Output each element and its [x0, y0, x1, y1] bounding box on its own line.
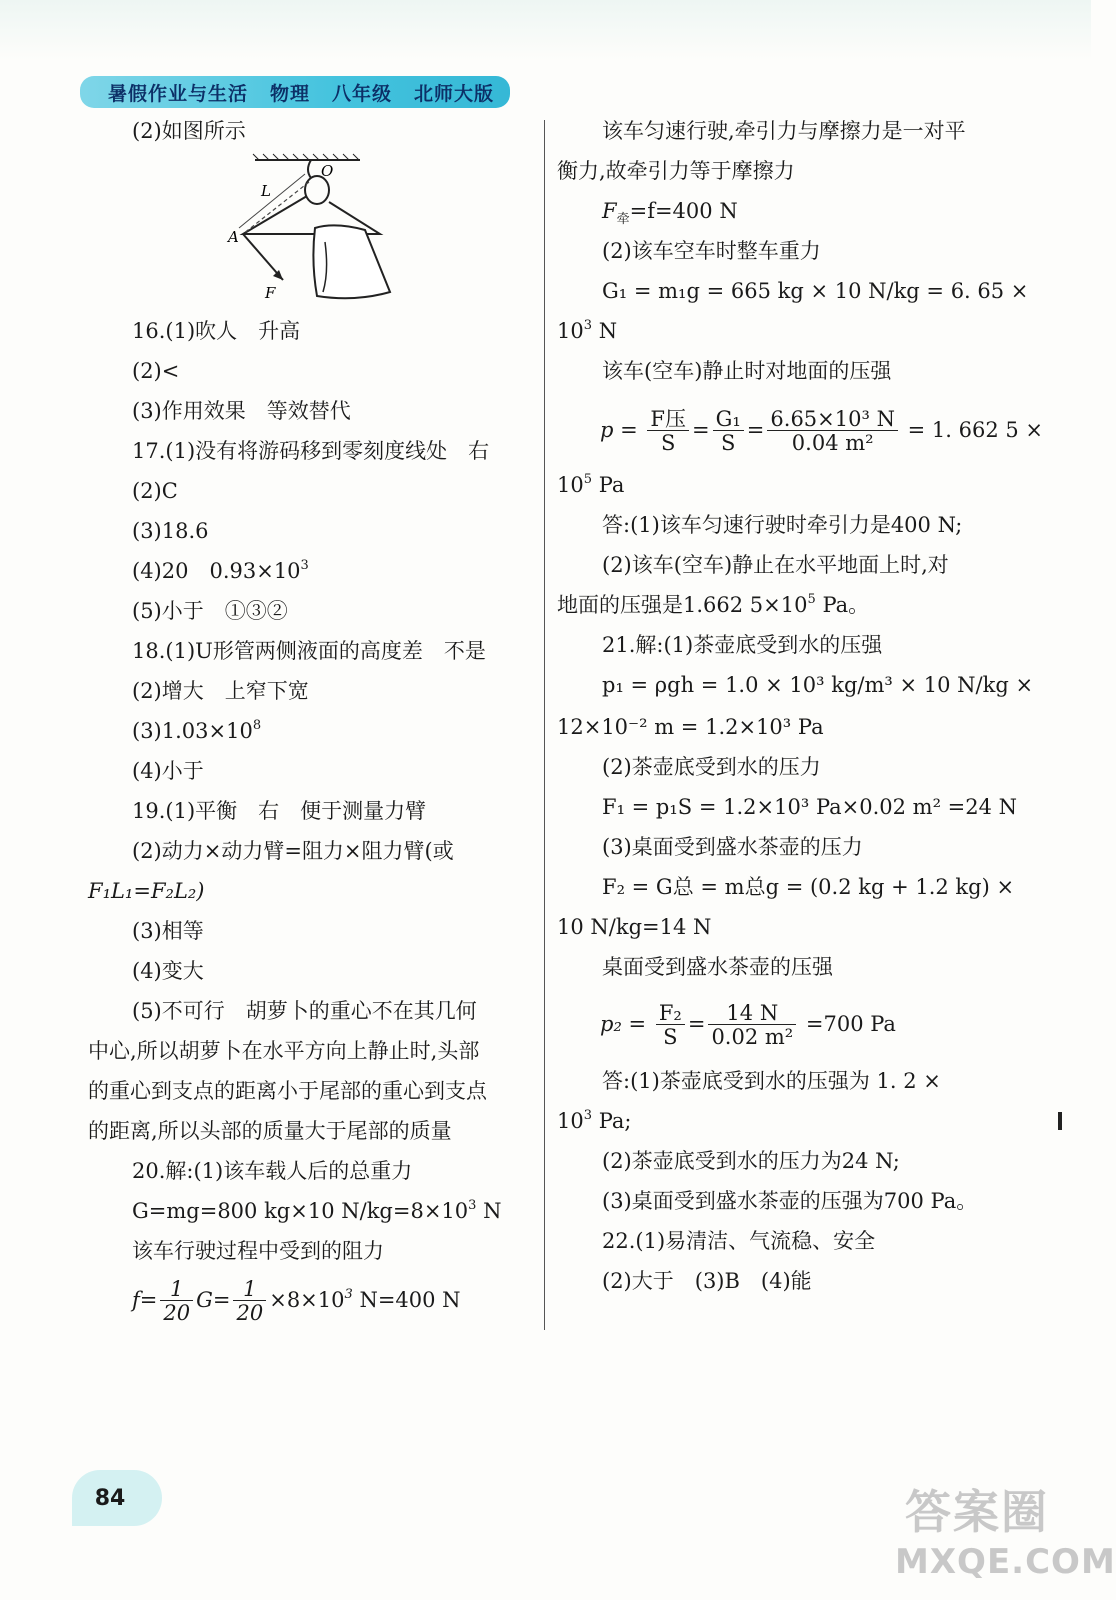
- fraction-denominator: S: [661, 431, 676, 455]
- fraction-numerator: G₁: [713, 408, 744, 431]
- q20-gravity-text: G=mg=800 kg×10 N/kg=8×10: [132, 1199, 469, 1223]
- fraction-numerator: F₂: [656, 1002, 685, 1025]
- q21-table-pressure-text: 桌面受到盛水茶壶的压强: [602, 955, 833, 979]
- watermark-logo: [895, 1470, 1116, 1590]
- header-grade: 八年级: [332, 82, 393, 105]
- r-traction-formula: [602, 198, 738, 227]
- q21-answer-1-cont: [557, 1108, 631, 1134]
- r24-exponent: 3: [583, 1108, 593, 1123]
- q21-answer-1: 答:(1)茶壶底受到水的压强为 1. 2 ×: [602, 1069, 941, 1093]
- r-line-1: 该车匀速行驶,牵引力与摩擦力是一对平: [602, 119, 966, 143]
- q21-2-text: (2)茶壶底受到水的压力: [602, 755, 821, 779]
- label-O: O: [321, 162, 334, 180]
- q17-4-answer: [132, 558, 309, 584]
- q17-1-answer: 17.(1)没有将游码移到零刻度线处 右: [132, 439, 490, 463]
- q18-3-text: (3)1.03×10: [132, 719, 253, 743]
- q21-answer-3: (3)桌面受到盛水茶壶的压强为700 Pa。: [602, 1189, 978, 1213]
- r-traction-symbol: F: [602, 199, 617, 223]
- fraction-denominator: S: [721, 431, 736, 455]
- r9-base: 10: [557, 473, 584, 497]
- q18-3-answer: [132, 718, 261, 744]
- q20-f-rhs: ×8×10: [269, 1288, 345, 1312]
- q17-4-text: (4)20 0.93×10: [132, 559, 301, 583]
- r-answer-2-cont: [557, 592, 869, 618]
- r-line-2: 衡力,故牵引力等于摩擦力: [557, 159, 795, 183]
- q18-4-answer: (4)小于: [132, 759, 204, 783]
- q20-f-mid: G=: [196, 1288, 231, 1312]
- q19-5-line1: (5)不可行 胡萝卜的重心不在其几何: [132, 999, 477, 1023]
- r6-exponent: 3: [583, 318, 593, 333]
- r8-result: = 1. 662 5 ×: [907, 418, 1044, 442]
- q18-3-exponent: 8: [252, 718, 262, 733]
- r12-exponent: 5: [807, 592, 816, 607]
- fraction-one-twentieth: [160, 1278, 193, 1325]
- fraction-value: [708, 1002, 796, 1049]
- fraction-numerator: 14 N: [708, 1002, 796, 1025]
- label-L: L: [261, 182, 271, 200]
- label-F: F: [265, 284, 276, 302]
- q19-5-line2: 中心,所以胡萝卜在水平方向上静止时,头部: [88, 1039, 480, 1063]
- q17-4-exponent: 3: [300, 558, 309, 573]
- q17-5-answer: (5)小于 ①③②: [132, 599, 288, 623]
- header-edition: 北师大版: [414, 82, 495, 105]
- fraction-denominator: 0.04 m²: [791, 431, 874, 455]
- label-A: A: [228, 228, 239, 246]
- r-traction-subscript: 牵: [616, 212, 630, 227]
- header-subject: 物理: [270, 82, 311, 105]
- column-divider: [544, 120, 545, 1330]
- r12-text: 地面的压强是1.662 5×10: [557, 593, 808, 617]
- r-pressure-formula: p = $\frac{\text{F压}}{S}$ = $\frac{\text{G₁}}{S}$ = $\frac{\text{6.65×10³ N}}{\text{0.04 m²}}$ = 1. 662 5 ×: [600, 407, 1044, 455]
- r-answer-1: 答:(1)该车匀速行驶时牵引力是400 N;: [602, 513, 963, 537]
- q19-5-line4: 的距离,所以头部的质量大于尾部的质量: [88, 1119, 452, 1143]
- q21-3-text: (3)桌面受到盛水茶壶的压力: [602, 835, 863, 859]
- r8-p: p =: [600, 418, 638, 442]
- q20-gravity-formula: [132, 1198, 501, 1224]
- fraction-G-over-S: [713, 408, 744, 455]
- fraction-value: [767, 408, 898, 455]
- r22-result: =700 Pa: [805, 1012, 896, 1036]
- q19-1-answer: 19.(1)平衡 右 便于测量力臂: [132, 799, 427, 823]
- q20-gravity-unit: N: [476, 1199, 502, 1223]
- fraction-F-over-S: [647, 408, 689, 455]
- r-line-7: 该车(空车)静止时对地面的压强: [602, 359, 892, 383]
- page-top-tint: [0, 0, 1091, 60]
- q21-pressure-formula: p₁ = ρgh = 1.0 × 10³ kg/m³ × 10 N/kg ×: [602, 673, 1034, 697]
- q19-5-line3: 的重心到支点的距离小于尾部的重心到支点: [88, 1079, 487, 1103]
- fraction-numerator: 1: [160, 1278, 193, 1301]
- q21-force-formula: F₁ = p₁S = 1.2×10³ Pa×0.02 m² =24 N: [602, 795, 1018, 819]
- r6-base: 10: [557, 319, 584, 343]
- fraction-numerator: 1: [233, 1278, 266, 1301]
- r-traction-rest: =f=400 N: [629, 199, 738, 223]
- fraction-denominator: 20: [236, 1301, 264, 1325]
- margin-mark: [1058, 1112, 1062, 1130]
- q20-f-exponent: 3: [344, 1287, 353, 1302]
- q21-answer-2: (2)茶壶底受到水的压力为24 N;: [602, 1149, 900, 1173]
- q20-resistance-text: 该车行驶过程中受到的阻力: [132, 1239, 384, 1263]
- q21-table-force-cont: 10 N/kg=14 N: [557, 915, 712, 939]
- q16-3-answer: (3)作用效果 等效替代: [132, 399, 351, 423]
- fraction-denominator: 20: [163, 1301, 191, 1325]
- page-number: 84: [94, 1485, 126, 1511]
- q16-2-answer: (2)<: [132, 359, 180, 383]
- fraction-numerator: 6.65×10³ N: [767, 408, 898, 431]
- fraction-one-twentieth-2: [233, 1278, 266, 1325]
- q17-3-answer: (3)18.6: [132, 519, 209, 543]
- r-answer-2: (2)该车(空车)静止在水平地面上时,对: [602, 553, 949, 577]
- q21-table-pressure-formula: p₂ = $\frac{\text{F₂}}{S}$ = $\frac{14 N}{\text{0.02 m²}}$ =700 Pa: [600, 1001, 896, 1049]
- q21-heading: 21.解:(1)茶壶底受到水的压强: [602, 633, 883, 657]
- r24-unit: Pa;: [592, 1109, 632, 1133]
- r22-p: p₂ =: [600, 1012, 647, 1036]
- r-empty-car-gravity: G₁ = m₁g = 665 kg × 10 N/kg = 6. 65 ×: [602, 279, 1029, 303]
- q22-1-answer: 22.(1)易清洁、气流稳、安全: [602, 1229, 876, 1253]
- q16-1-answer: 16.(1)吹人 升高: [132, 319, 301, 343]
- q21-table-force: F₂ = G总 = m总g = (0.2 kg + 1.2 kg) ×: [602, 875, 1015, 899]
- q19-2-answer: (2)动力×动力臂=阻力×阻力臂(或: [132, 839, 454, 863]
- watermark-url: MXQE.COM: [895, 1542, 1116, 1582]
- q15-2-answer: (2)如图所示: [132, 119, 246, 143]
- fraction-F2-over-S: [656, 1002, 685, 1049]
- q18-2-answer: (2)增大 上窄下宽: [132, 679, 309, 703]
- q20-resistance-formula: [132, 1278, 461, 1325]
- r24-base: 10: [557, 1109, 584, 1133]
- r-line-4: (2)该车空车时整车重力: [602, 239, 821, 263]
- q20-f-result: N=400 N: [352, 1288, 461, 1312]
- q20-heading: 20.解:(1)该车载人后的总重力: [132, 1159, 413, 1183]
- r9-exponent: 5: [583, 472, 593, 487]
- page-header-band: [80, 76, 510, 108]
- q18-1-answer: 18.(1)U形管两侧液面的高度差 不是: [132, 639, 486, 663]
- r9-unit: Pa: [592, 473, 625, 497]
- q21-pressure-cont: 12×10⁻² m = 1.2×10³ Pa: [557, 715, 824, 739]
- q19-2-formula: F₁L₁=F₂L₂): [88, 879, 205, 903]
- q22-2-answer: (2)大于 (3)B (4)能: [602, 1269, 812, 1293]
- lever-diagram: [225, 152, 405, 304]
- fraction-denominator: S: [663, 1025, 678, 1049]
- q19-4-answer: (4)变大: [132, 959, 204, 983]
- r-empty-car-gravity-cont: [557, 318, 617, 344]
- watermark-chars: 答案圈: [905, 1485, 1049, 1539]
- q20-gravity-exponent: 3: [468, 1198, 477, 1213]
- q20-f-lhs: f=: [132, 1288, 158, 1312]
- q19-3-answer: (3)相等: [132, 919, 204, 943]
- header-series: 暑假作业与生活: [108, 82, 249, 105]
- r-pressure-cont: [557, 472, 624, 498]
- r12-unit: Pa。: [815, 593, 870, 617]
- r6-unit: N: [592, 319, 618, 343]
- fraction-numerator: F压: [647, 408, 689, 431]
- q17-2-answer: (2)C: [132, 479, 178, 503]
- fraction-denominator: 0.02 m²: [711, 1025, 794, 1049]
